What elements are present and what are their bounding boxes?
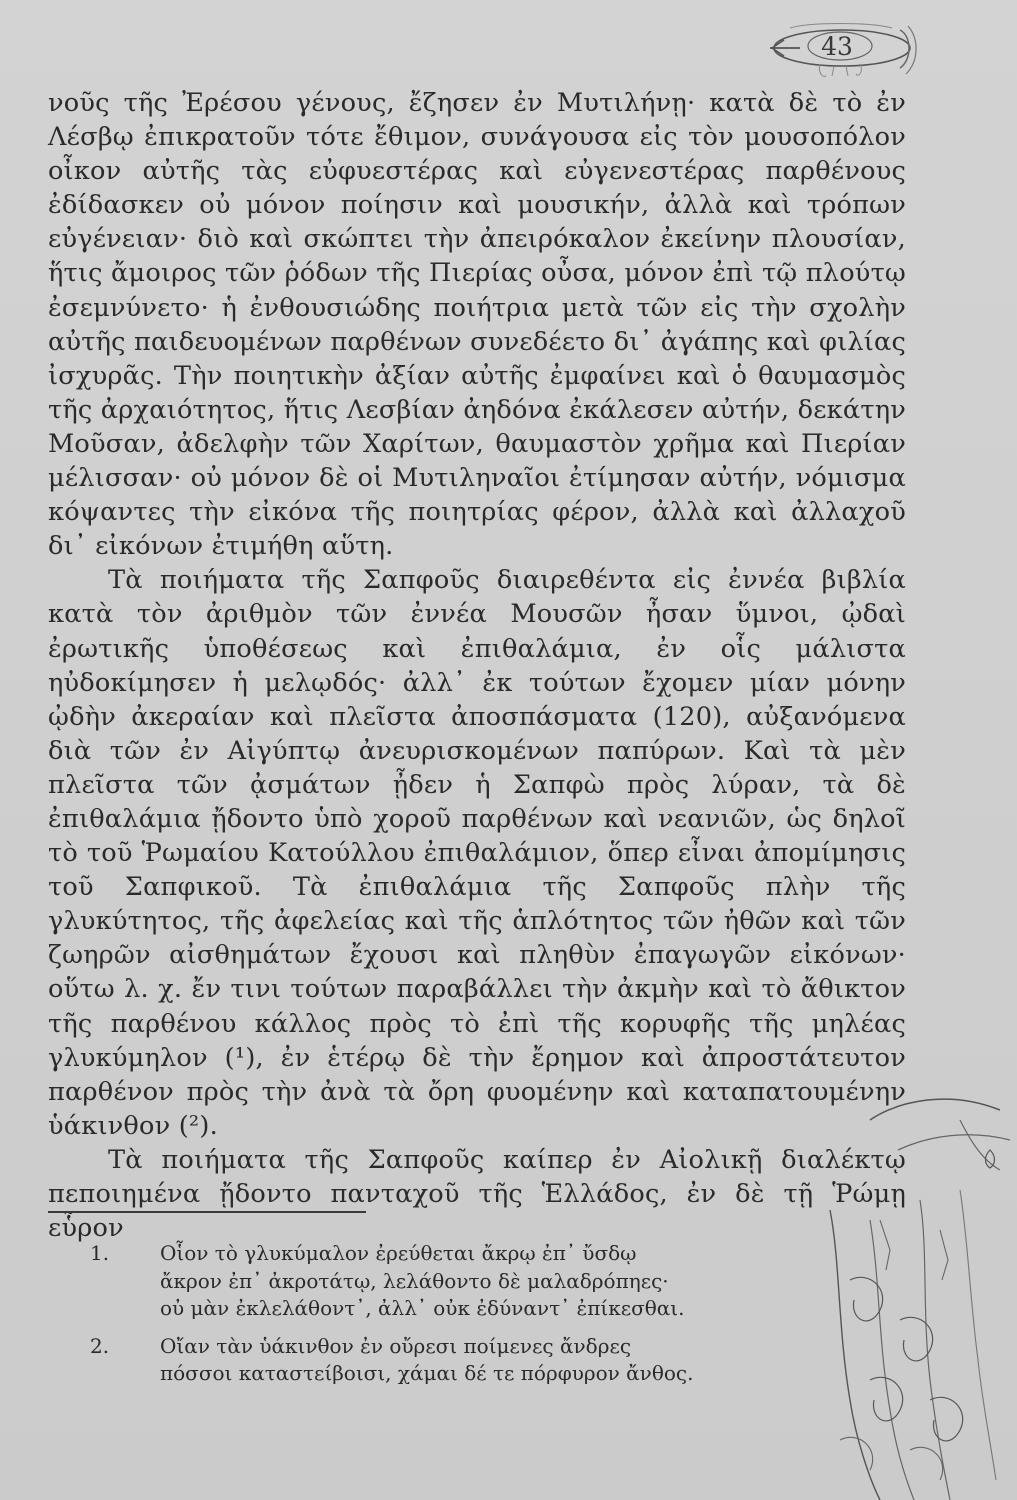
paragraph-3: Τὰ ποιήματα τῆς Σαπφοῦς καίπερ ἐν Αἰολικῇ διαλέκτῳ πεποιημένα ᾔδοντο πανταχοῦ τῆς Ἑλλάδος, ἐν δὲ τῇ Ῥώμῃ εὗρον bbox=[48, 1144, 906, 1244]
footnote-line: ἄκρον ἐπ᾽ ἀκροτάτῳ, λελάθοντο δὲ μαλαδρόπηες· bbox=[160, 1268, 669, 1293]
paragraph-2: Τὰ ποιήματα τῆς Σαπφοῦς διαιρεθέντα εἰς ἐννέα βιβλία κατὰ τὸν ἀριθμὸν τῶν ἐννέα Μουσῶν ἦσαν ὕμνοι, ᾠδαὶ ἐρωτικῆς ὑποθέσεως καὶ ἐπιθαλάμια, ἐν οἷς μάλιστα ηὐδοκίμησεν ἡ μελῳδός· ἀλλ᾽ ἐκ τούτων ἔχομεν μίαν μόνην ᾠδὴν ἀκεραίαν καὶ πλεῖστα ἀποσπάσματα (120), αὐξανόμενα διὰ τῶν ἐν Αἰγύπτῳ ἀνευρισκομένων παπύρων. Καὶ τὰ μὲν πλεῖστα τῶν ᾀσμάτων ᾖδεν ἡ Σαπφὼ πρὸς λύραν, τὰ δὲ ἐπιθαλάμια ᾔδοντο ὑπὸ χοροῦ παρθένων καὶ νεανιῶν, ὡς δηλοῖ τὸ τοῦ Ῥωμαίου Κατούλλου ἐπιθαλάμιον, ὅπερ εἶναι ἀπομίμησις τοῦ Σαπφικοῦ. Τὰ ἐπιθαλάμια τῆς Σαπφοῦς πλὴν τῆς γλυκύτητος, τῆς ἀφελείας καὶ τῆς ἁπλότητος τῶν ἠθῶν καὶ τῶν ζωηρῶν αἰσθημάτων ἔχουσι καὶ πληθὺν ἐπαγωγῶν εἰκόνων· οὕτω λ. χ. ἔν τινι τούτων παραβάλλει τὴν ἀκμὴν καὶ τὸ ἄθικτον τῆς παρθένου κάλλος πρὸς τὸ ἐπὶ τῆς κορυφῆς τῆς μηλέας γλυκύμηλον (¹), ἐν ἑτέρῳ δὲ τὴν ἔρημον καὶ ἀπροστάτευτον παρθένον πρὸς τὴν ἀνὰ τὰ ὄρη φυομένην καὶ καταπατουμένην ὑάκινθον (²). bbox=[48, 565, 906, 1141]
footnote-2 bbox=[90, 1333, 810, 1388]
body-text bbox=[48, 86, 906, 1245]
page-number-doodle bbox=[760, 18, 920, 82]
paragraph-1: νοῦς τῆς Ἐρέσου γένους, ἔζησεν ἐν Μυτιλήνῃ· κατὰ δὲ τὸ ἐν Λέσβῳ ἐπικρατοῦν τότε ἔθιμον, συνάγουσα εἰς τὸν μουσοπόλον οἶκον αὐτῆς τὰς εὐφυεστέρας καὶ εὐγενεστέρας παρθένους ἐδίδασκεν οὐ μόνον ποίησιν καὶ μουσικήν, ἀλλὰ καὶ τρόπων εὐγένειαν· διὸ καὶ σκώπτει τὴν ἀπειρόκαλον ἐκείνην πλουσίαν, ἥτις ἄμοιρος τῶν ῥόδων τῆς Πιερίας οὖσα, μόνον ἐπὶ τῷ πλούτῳ ἐσεμνύνετο· ἡ ἐνθουσιώδης ποιήτρια μετὰ τῶν εἰς τὴν σχολὴν αὐτῆς παιδευομένων παρθένων συνεδέετο δι᾽ ἀγάπης καὶ φιλίας ἰσχυρᾶς. Τὴν ποιητικὴν ἀξίαν αὐτῆς ἐμφαίνει καὶ ὁ θαυμασμὸς τῆς ἀρχαιότητος, ἥτις Λεσβίαν ἀηδόνα ἐκάλεσεν αὐτήν, δεκάτην Μοῦσαν, ἀδελφὴν τῶν Χαρίτων, θαυμαστὸν χρῆμα καὶ Πιερίαν μέλισσαν· οὐ μόνον δὲ οἱ Μυτιληναῖοι ἐτίμησαν αὐτήν, νόμισμα κόψαντες τὴν εἰκόνα τῆς ποιητρίας φέρον, ἀλλὰ καὶ ἀλλαχοῦ δι᾽ εἰκόνων ἐτιμήθη αὕτη. bbox=[48, 88, 906, 562]
footnotes bbox=[90, 1240, 810, 1398]
footnote-number: 1. bbox=[90, 1241, 110, 1265]
footnote-number: 2. bbox=[90, 1333, 110, 1358]
footnote-line: οὐ μὰν ἐκλελάθοντ᾽, ἀλλ᾽ οὐκ ἐδύναντ᾽ ἐπίκεσθαι. bbox=[160, 1296, 685, 1320]
footnote-line: πόσσοι καταστείβοισι, χάμαι δέ τε πόρφυρον ἄνθος. bbox=[160, 1361, 694, 1385]
footnote-1 bbox=[90, 1240, 810, 1323]
footnote-line: Οἴαν τὰν ὑάκινθον ἐν οὔρεσι ποίμενες ἄνδρες bbox=[160, 1333, 632, 1358]
footnote-line: Οἷον τὸ γλυκύμαλον ἐρεύθεται ἄκρῳ ἐπ᾽ ὔσδῳ bbox=[160, 1241, 637, 1265]
page-number: 43 bbox=[821, 32, 853, 61]
margin-sketch-icon bbox=[810, 1080, 1017, 1500]
footnote-divider bbox=[48, 1211, 366, 1213]
